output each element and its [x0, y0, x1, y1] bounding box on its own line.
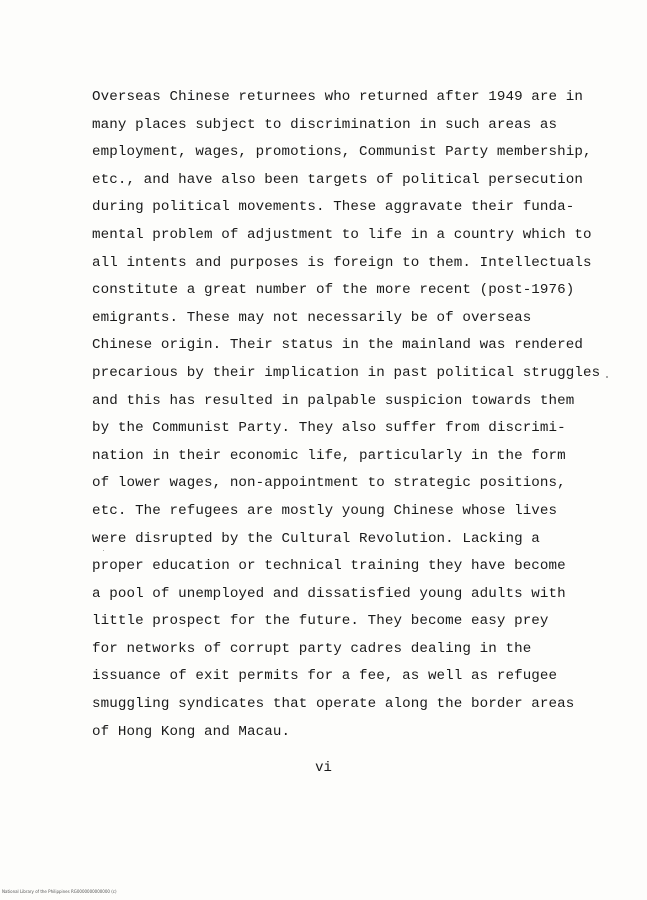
text-line: constitute a great number of the more recent (post-1976) — [92, 282, 575, 299]
text-line: little prospect for the future. They become easy prey — [92, 613, 549, 630]
text-line: of lower wages, non-appointment to strategic positions, — [92, 475, 566, 492]
text-line: mental problem of adjustment to life in a country which to — [92, 226, 592, 243]
scan-speck — [606, 376, 608, 378]
scan-speck — [103, 550, 104, 551]
text-line: proper education or technical training they have become — [92, 558, 566, 575]
text-line: smuggling syndicates that operate along the border areas — [92, 696, 575, 713]
text-line: during political movements. These aggravate their funda- — [92, 199, 575, 216]
text-line: Overseas Chinese returnees who returned after 1949 are in — [92, 89, 583, 105]
text-line: emigrants. These may not necessarily be of overseas — [92, 309, 532, 326]
footer-watermark: National Library of the Philippines RG0000000000000 (c) — [2, 889, 117, 894]
text-line: etc. The refugees are mostly young Chinese whose lives — [92, 502, 558, 519]
text-line: employment, wages, promotions, Communist Party membership, — [92, 144, 592, 161]
text-line: Chinese origin. Their status in the mainland was rendered — [92, 337, 583, 354]
body-paragraph — [92, 84, 632, 746]
text-line: were disrupted by the Cultural Revolution. Lacking a — [92, 530, 540, 547]
text-line: many places subject to discrimination in such areas as — [92, 116, 558, 133]
text-line: issuance of exit permits for a fee, as well as refugee — [92, 668, 558, 685]
text-line: of Hong Kong and Macau. — [92, 723, 291, 740]
text-line: all intents and purposes is foreign to them. Intellectuals — [92, 254, 592, 271]
page-number: vi — [315, 760, 332, 776]
text-line: nation in their economic life, particularly in the form — [92, 447, 566, 464]
text-line: for networks of corrupt party cadres dealing in the — [92, 640, 532, 657]
text-line: precarious by their implication in past political struggles — [92, 364, 601, 381]
text-line: and this has resulted in palpable suspicion towards them — [92, 392, 575, 409]
text-line: etc., and have also been targets of political persecution — [92, 171, 583, 188]
text-line: a pool of unemployed and dissatisfied young adults with — [92, 585, 566, 602]
text-line: by the Communist Party. They also suffer from discrimi- — [92, 420, 566, 437]
